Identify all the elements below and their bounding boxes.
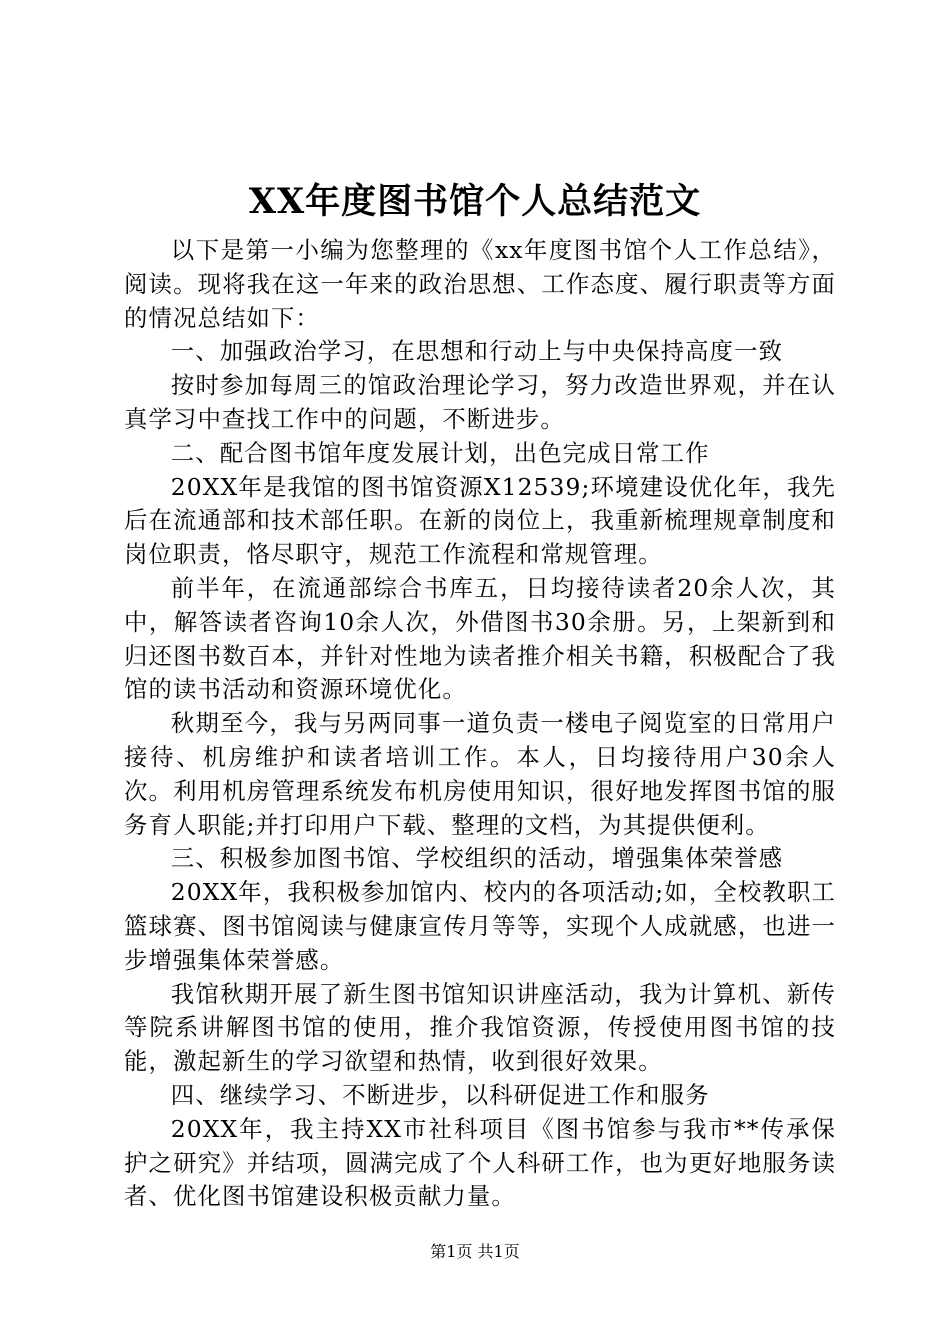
page-footer: 第1页 共1页 (430, 1242, 520, 1261)
paragraph-intro: 以下是第一小编为您整理的《xx年度图书馆个人工作总结》，阅读。现将我在这一年来的政治思想、工作态度、履行职责等方面的情况总结如下： (124, 236, 836, 332)
paragraph: 20XX年，我主持XX市社科项目《图书馆参与我市**传承保护之研究》并结项，圆满完成了个人科研工作，也为更好地服务读者、优化图书馆建设积极贡献力量。 (124, 1114, 836, 1211)
paragraph: 20XX年，我积极参加馆内、校内的各项活动;如，全校教职工篮球赛、图书馆阅读与健康宣传月等等，实现个人成就感，也进一步增强集体荣誉感。 (124, 878, 836, 974)
paragraph: 秋期至今，我与另两同事一道负责一楼电子阅览室的日常用户接待、机房维护和读者培训工作。本人，日均接待用户30余人次。利用机房管理系统发布机房使用知识，很好地发挥图书馆的服务育人职能;并打印用户下载、整理的文档，为其提供便利。 (124, 709, 836, 839)
document-body (124, 234, 836, 1214)
document-title: XX年度图书馆个人总结范文 (248, 181, 702, 222)
section-heading-4: 四、继续学习、不断进步，以科研促进工作和服务 (170, 1080, 710, 1109)
section-heading-1: 一、加强政治学习，在思想和行动上与中央保持高度一致 (170, 337, 784, 366)
paragraph: 我馆秋期开展了新生图书馆知识讲座活动，我为计算机、新传等院系讲解图书馆的使用，推介我馆资源，传授使用图书馆的技能，激起新生的学习欲望和热情，收到很好效果。 (124, 979, 836, 1076)
paragraph: 前半年，在流通部综合书库五，日均接待读者20余人次，其中，解答读者咨询10余人次，外借图书30余册。另，上架新到和归还图书数百本，并针对性地为读者推介相关书籍，积极配合了我馆的读书活动和资源环境优化。 (124, 573, 836, 704)
paragraph: 20XX年是我馆的图书馆资源X12539;环境建设优化年，我先后在流通部和技术部任职。在新的岗位上，我重新梳理规章制度和岗位职责，恪尽职守，规范工作流程和常规管理。 (124, 472, 836, 569)
section-heading-3: 三、积极参加图书馆、学校组织的活动，增强集体荣誉感 (170, 844, 784, 873)
paragraph: 按时参加每周三的馆政治理论学习，努力改造世界观，并在认真学习中查找工作中的问题，不断进步。 (124, 371, 836, 433)
section-heading-2: 二、配合图书馆年度发展计划，出色完成日常工作 (170, 438, 710, 467)
